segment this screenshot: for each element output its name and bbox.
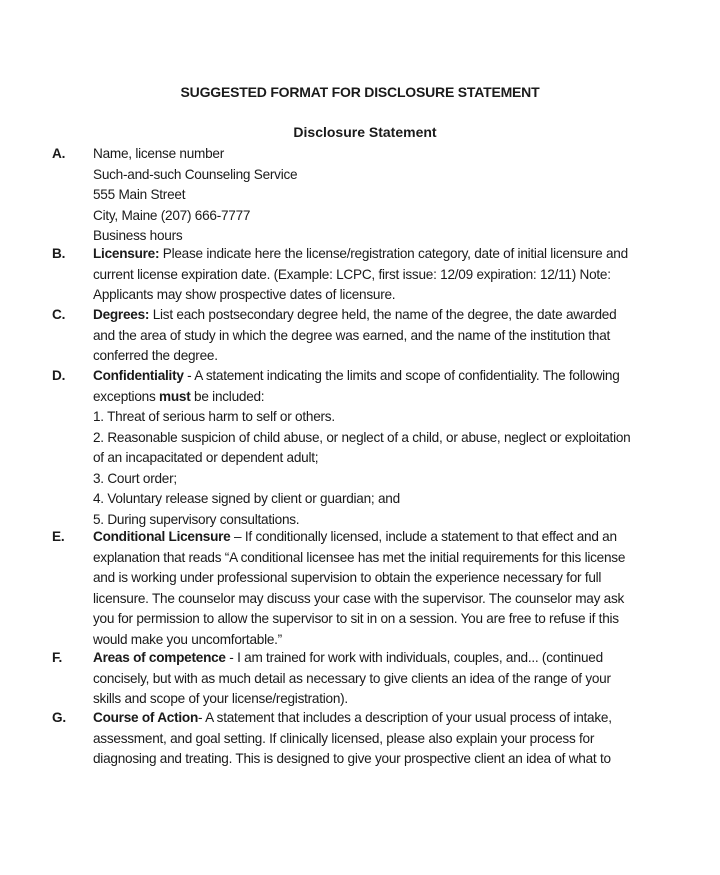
text-line: would make you uncomfortable.”: [93, 631, 282, 647]
text-line: [93, 648, 653, 669]
text-line: and the area of study in which the degree was earned, and the name of the institution that: [93, 327, 611, 343]
text-line: you for permission to allow the supervisor to sit in on a session. You are free to refuse if this: [93, 611, 619, 626]
text-line: 555 Main Street: [93, 187, 186, 202]
text-line: [93, 527, 653, 548]
section-letter: B.: [52, 246, 66, 261]
text-line: explanation that reads “A conditional licensee has met the initial requirements for this license: [93, 549, 626, 565]
text-line: conferred the degree.: [93, 348, 218, 363]
section-heading: Conditional Licensure: [93, 529, 231, 544]
text-run: - A statement indicating the limits and scope of confidentiality. The following: [183, 368, 620, 383]
text-run: – If conditionally licensed, include a statement to that effect and an: [230, 529, 617, 544]
text-run: List each postsecondary degree held, the name of the degree, the date awarded: [149, 307, 617, 322]
section-letter: F.: [52, 650, 63, 665]
section-content: [93, 708, 653, 770]
section-content: [93, 244, 653, 306]
section-heading: Course of Action: [93, 710, 199, 725]
section-letter: A.: [52, 146, 66, 161]
text-line: [93, 387, 653, 408]
section-heading: Licensure:: [93, 246, 160, 261]
section-content: [93, 648, 653, 710]
section-heading: Confidentiality: [93, 368, 184, 383]
text-line: [93, 305, 653, 326]
section-content: [93, 527, 653, 650]
text-run: - A statement that includes a description of your usual process of intake,: [198, 710, 612, 725]
text-line: assessment, and goal setting. If clinically licensed, please also explain your process for: [93, 730, 595, 746]
text-line: 5. During supervisory consultations.: [93, 511, 300, 527]
text-line: skills and scope of your license/registration).: [93, 691, 348, 706]
section-letter: D.: [52, 368, 66, 383]
text-line: 4. Voluntary release signed by client or guardian; and: [93, 491, 400, 506]
text-line: of an incapacitated or dependent adult;: [93, 450, 319, 465]
text-line: licensure. The counselor may discuss your case with the supervisor. The counselor may ask: [93, 590, 625, 606]
text-line: 3. Court order;: [93, 470, 177, 486]
text-line: Such-and-such Counseling Service: [93, 166, 298, 182]
emphasis-text: must: [159, 388, 191, 404]
text-line: concisely, but with as much detail as necessary to give clients an idea of the range of your: [93, 670, 611, 686]
text-line: and is working under professional supervision to obtain the experience necessary for full: [93, 570, 602, 585]
text-line: City, Maine (207) 666-7777: [93, 207, 251, 223]
text-run: - I am trained for work with individuals, couples, and... (continued: [225, 650, 603, 665]
text-run: Please indicate here the license/registration category, date of initial licensure and: [159, 246, 628, 261]
text-line: current license expiration date. (Example: LCPC, first issue: 12/09 expiration: 12/11) Note:: [93, 266, 611, 282]
text-line: [93, 244, 653, 265]
section-heading: Degrees:: [93, 307, 150, 322]
section-heading: Areas of competence: [93, 650, 226, 665]
section-letter: E.: [52, 529, 65, 544]
document-subtitle: Disclosure Statement: [293, 124, 437, 140]
text-line: 1. Threat of serious harm to self or others.: [93, 409, 335, 424]
text-run: be included:: [190, 388, 265, 404]
section-content: [93, 144, 653, 247]
section-content: [93, 305, 653, 367]
document-title: SUGGESTED FORMAT FOR DISCLOSURE STATEMENT: [180, 84, 540, 100]
section-letter: C.: [52, 307, 66, 322]
section-letter: G.: [52, 710, 66, 725]
section-content: [93, 366, 653, 530]
text-line: 2. Reasonable suspicion of child abuse, or neglect of a child, or abuse, neglect or exploitation: [93, 429, 631, 445]
text-line: Applicants may show prospective dates of licensure.: [93, 287, 396, 302]
text-line: [93, 366, 653, 387]
text-line: diagnosing and treating. This is designed to give your prospective client an idea of what to: [93, 751, 611, 766]
text-line: Name, license number: [93, 146, 224, 161]
text-run: exceptions: [93, 388, 160, 404]
text-line: Business hours: [93, 228, 183, 243]
text-line: [93, 708, 653, 729]
